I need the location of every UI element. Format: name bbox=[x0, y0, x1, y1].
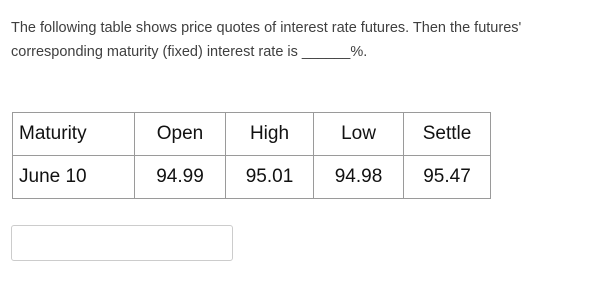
header-maturity: Maturity bbox=[13, 113, 135, 156]
cell-high: 95.01 bbox=[226, 156, 314, 199]
answer-input[interactable] bbox=[11, 225, 233, 261]
header-high: High bbox=[226, 113, 314, 156]
cell-settle: 95.47 bbox=[404, 156, 491, 199]
table-header-row bbox=[13, 113, 491, 156]
cell-open: 94.99 bbox=[135, 156, 226, 199]
question-text bbox=[11, 16, 591, 64]
cell-low: 94.98 bbox=[314, 156, 404, 199]
header-low: Low bbox=[314, 113, 404, 156]
cell-maturity: June 10 bbox=[13, 156, 135, 199]
answer-blank: ______ bbox=[301, 44, 351, 60]
question-line-2-suffix: %. bbox=[350, 44, 368, 60]
header-settle: Settle bbox=[404, 113, 491, 156]
header-open: Open bbox=[135, 113, 226, 156]
table-row bbox=[13, 156, 491, 199]
question-line-2-prefix: corresponding maturity (fixed) interest rate is bbox=[11, 44, 302, 60]
futures-quote-table bbox=[12, 112, 491, 199]
question-line-1: The following table shows price quotes of interest rate futures. Then the futures' bbox=[11, 20, 522, 36]
